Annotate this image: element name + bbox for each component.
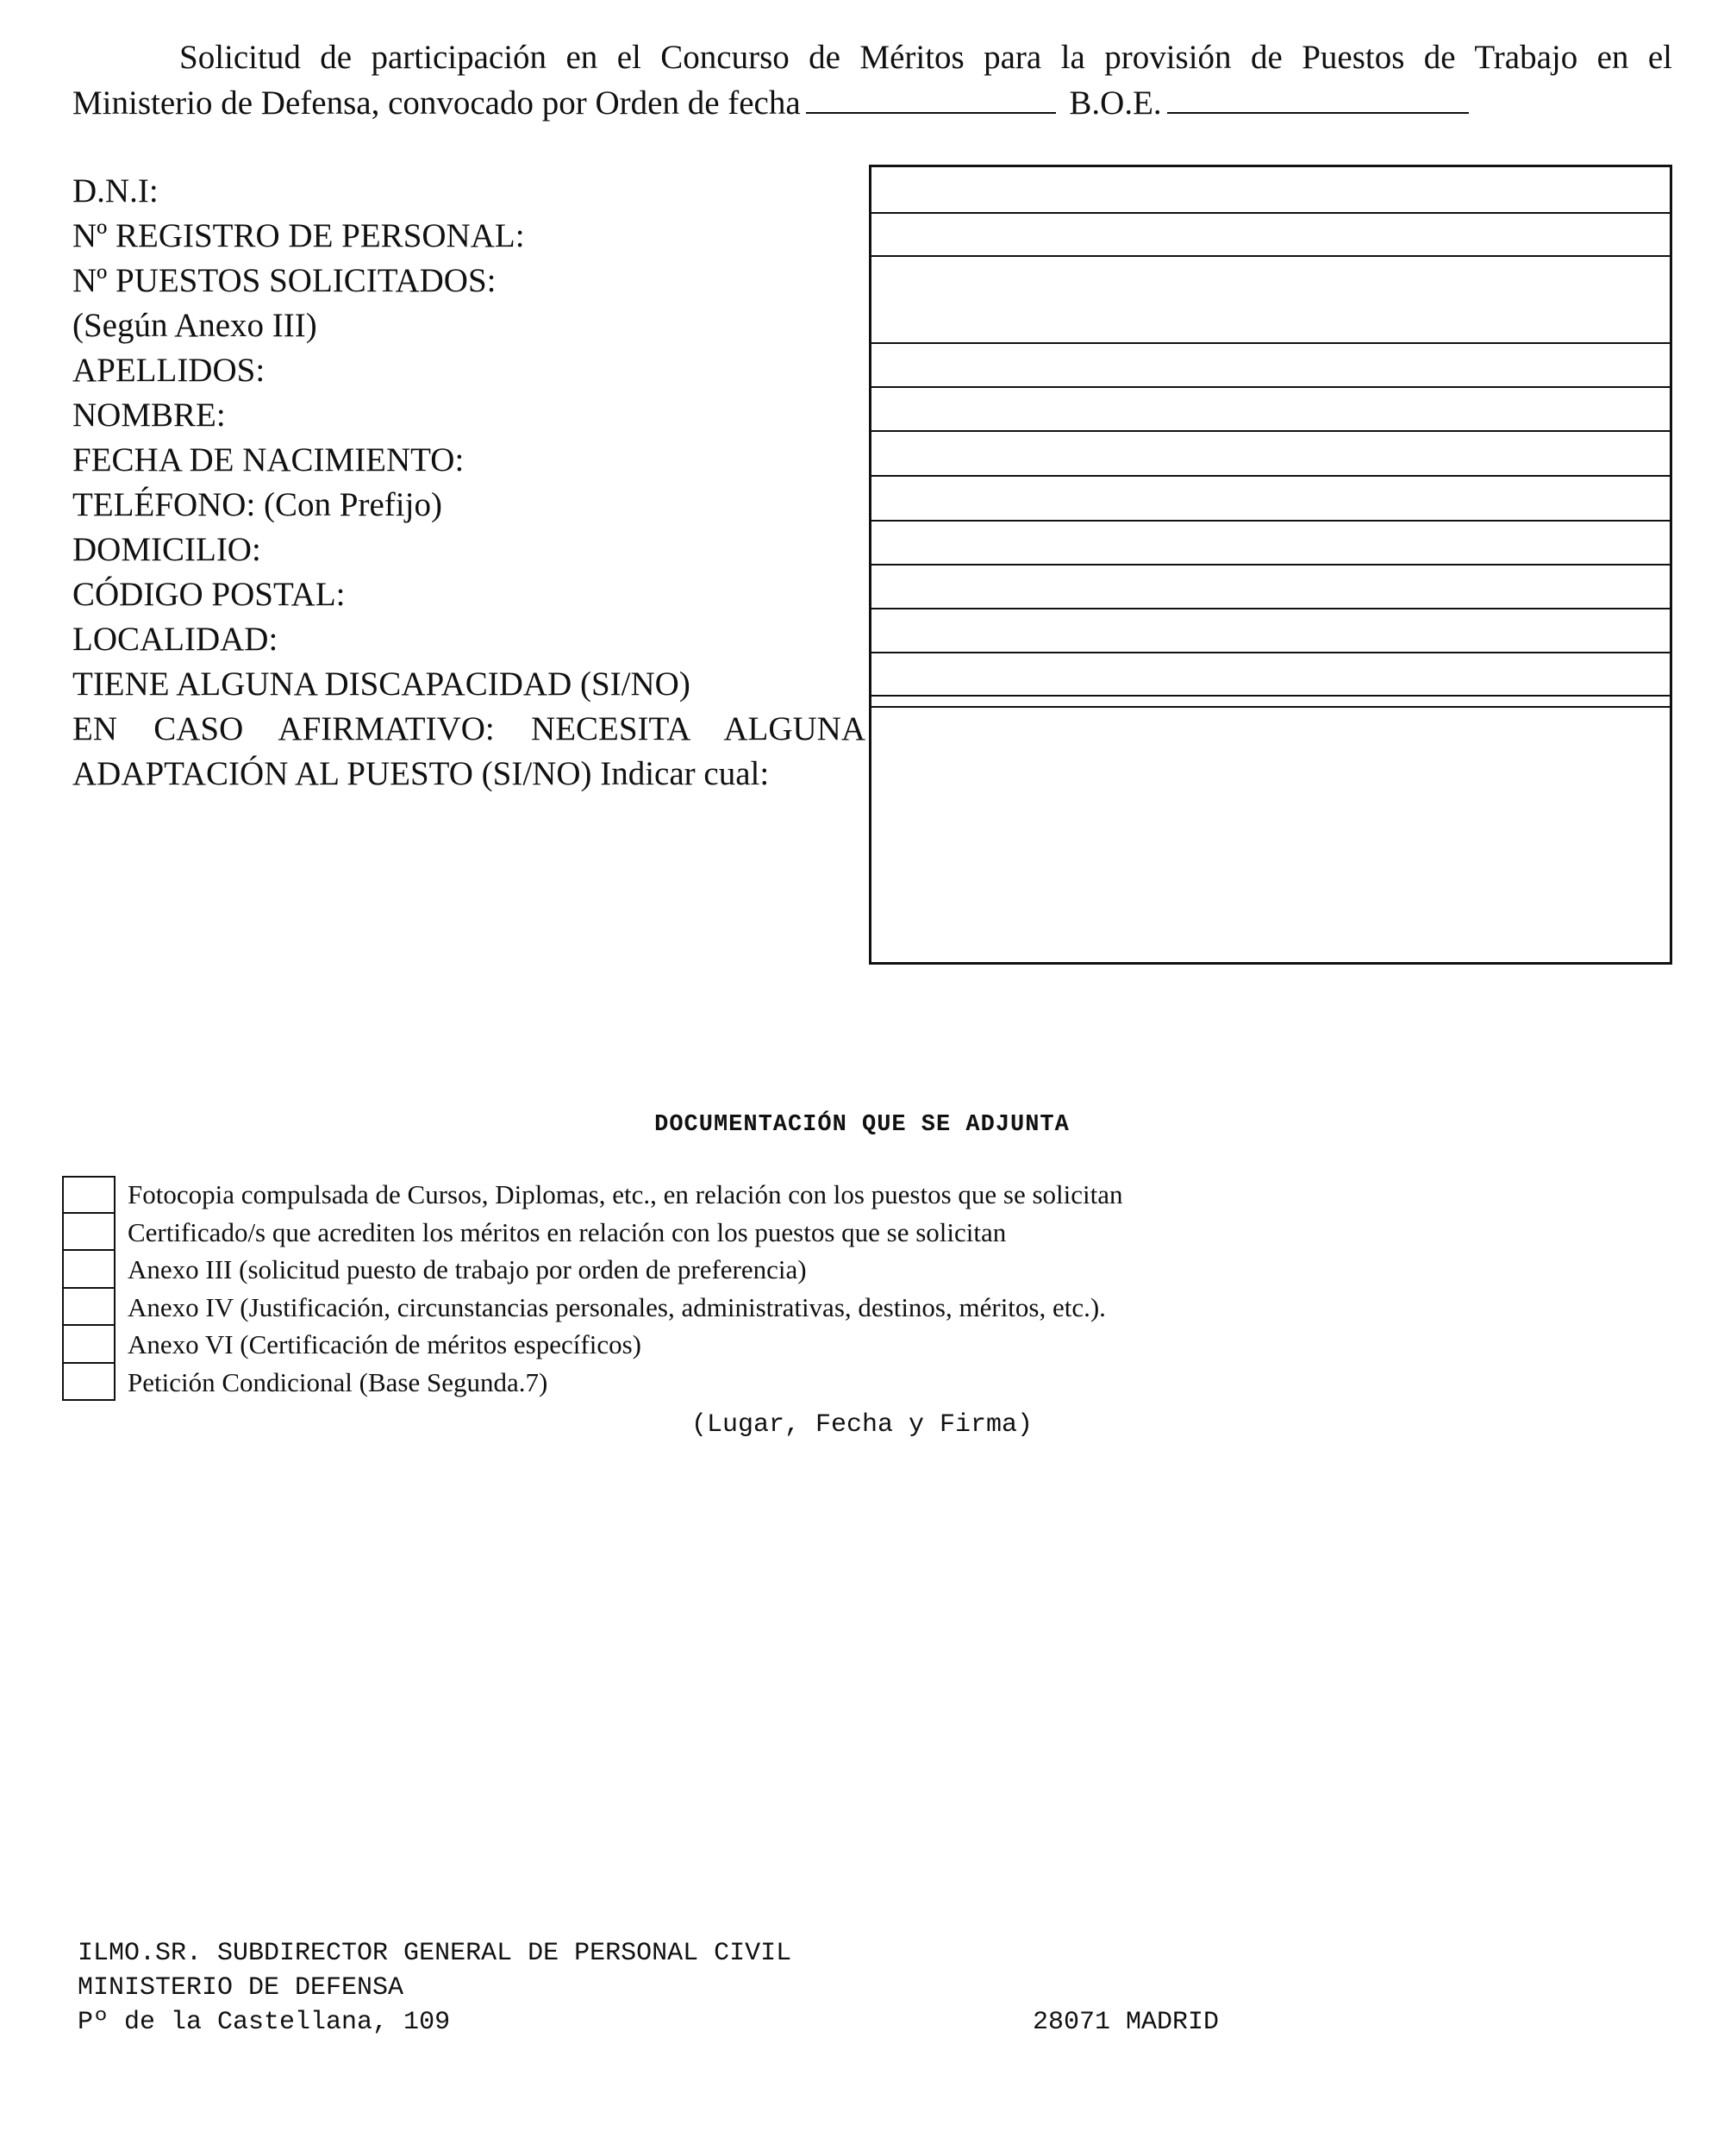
label-dni: D.N.I: <box>72 172 159 209</box>
personal-data-box <box>869 165 1672 965</box>
signature-caption: (Lugar, Fecha y Firma) <box>690 1410 1034 1440</box>
label-telefono: TELÉFONO: (Con Prefijo) <box>72 486 442 523</box>
label-nombre: NOMBRE: <box>72 397 226 434</box>
label-domicilio: DOMICILIO: <box>72 531 261 568</box>
orden-fecha-blank[interactable] <box>806 83 1056 114</box>
row-divider <box>871 255 1670 257</box>
boe-label: B.O.E. <box>1069 84 1162 122</box>
intro-paragraph <box>72 34 1672 126</box>
address-line: ILMO.SR. SUBDIRECTOR GENERAL DE PERSONAL CIVIL <box>78 1939 792 1968</box>
row-divider <box>871 608 1670 609</box>
checkbox-fotocopia[interactable] <box>62 1176 116 1214</box>
documentacion-title: DOCUMENTACIÓN QUE SE ADJUNTA <box>654 1112 1070 1138</box>
label-puestos-solicitados: Nº PUESTOS SOLICITADOS: <box>72 262 497 299</box>
row-divider <box>871 342 1670 344</box>
row-divider <box>871 475 1670 477</box>
checkbox-label: Petición Condicional (Base Segunda.7) <box>128 1366 548 1397</box>
row-divider <box>871 212 1670 214</box>
checkbox-label: Certificado/s que acrediten los méritos en relación con los puestos que se solicitan <box>128 1216 1007 1247</box>
label-fecha-nacimiento: FECHA DE NACIMIENTO: <box>72 441 465 478</box>
label-adaptacion-line1: EN CASO AFIRMATIVO: NECESITA ALGUNA <box>72 710 865 747</box>
row-divider <box>871 520 1670 522</box>
checkbox-anexo-iii[interactable] <box>62 1251 116 1289</box>
field-labels <box>72 169 865 797</box>
label-adaptacion-line2: ADAPTACIÓN AL PUESTO (SI/NO) Indicar cual: <box>72 755 770 792</box>
label-codigo-postal: CÓDIGO POSTAL: <box>72 576 346 613</box>
row-divider <box>871 386 1670 388</box>
checkbox-label: Anexo III (solicitud puesto de trabajo por orden de preferencia) <box>128 1254 807 1284</box>
checkbox-anexo-vi[interactable] <box>62 1326 116 1364</box>
intro-line-1: Solicitud de participación en el Concurso de Méritos para la provisión de Puestos de Trabajo en el <box>179 39 1672 76</box>
checkbox-label: Anexo VI (Certificación de méritos específicos) <box>128 1329 641 1359</box>
label-apellidos: APELLIDOS: <box>72 352 265 389</box>
label-segun-anexo: (Según Anexo III) <box>72 307 317 344</box>
address-line: MINISTERIO DE DEFENSA <box>78 1973 404 2003</box>
checkbox-label: Anexo IV (Justificación, circunstancias personales, administrativas, destinos, méritos, etc.). <box>128 1291 1106 1322</box>
address-city: 28071 MADRID <box>1033 2008 1220 2037</box>
address-line: Pº de la Castellana, 109 <box>78 2008 451 2037</box>
row-divider <box>871 706 1670 708</box>
checkbox-certificados[interactable] <box>62 1214 116 1252</box>
label-localidad: LOCALIDAD: <box>72 621 278 658</box>
intro-line-2 <box>72 84 1474 122</box>
label-registro-personal: Nº REGISTRO DE PERSONAL: <box>72 217 525 254</box>
row-divider <box>871 695 1670 697</box>
intro-line-2-text: Ministerio de Defensa, convocado por Orden de fecha <box>72 84 801 122</box>
boe-blank[interactable] <box>1167 83 1469 114</box>
checkbox-label: Fotocopia compulsada de Cursos, Diplomas, etc., en relación con los puestos que se solicitan <box>128 1179 1123 1209</box>
row-divider <box>871 430 1670 432</box>
checkbox-anexo-iv[interactable] <box>62 1289 116 1327</box>
label-discapacidad: TIENE ALGUNA DISCAPACIDAD (SI/NO) <box>72 666 690 703</box>
row-divider <box>871 564 1670 566</box>
recipient-address <box>78 1936 791 2040</box>
checkbox-peticion-condicional[interactable] <box>62 1364 116 1402</box>
row-divider <box>871 652 1670 653</box>
